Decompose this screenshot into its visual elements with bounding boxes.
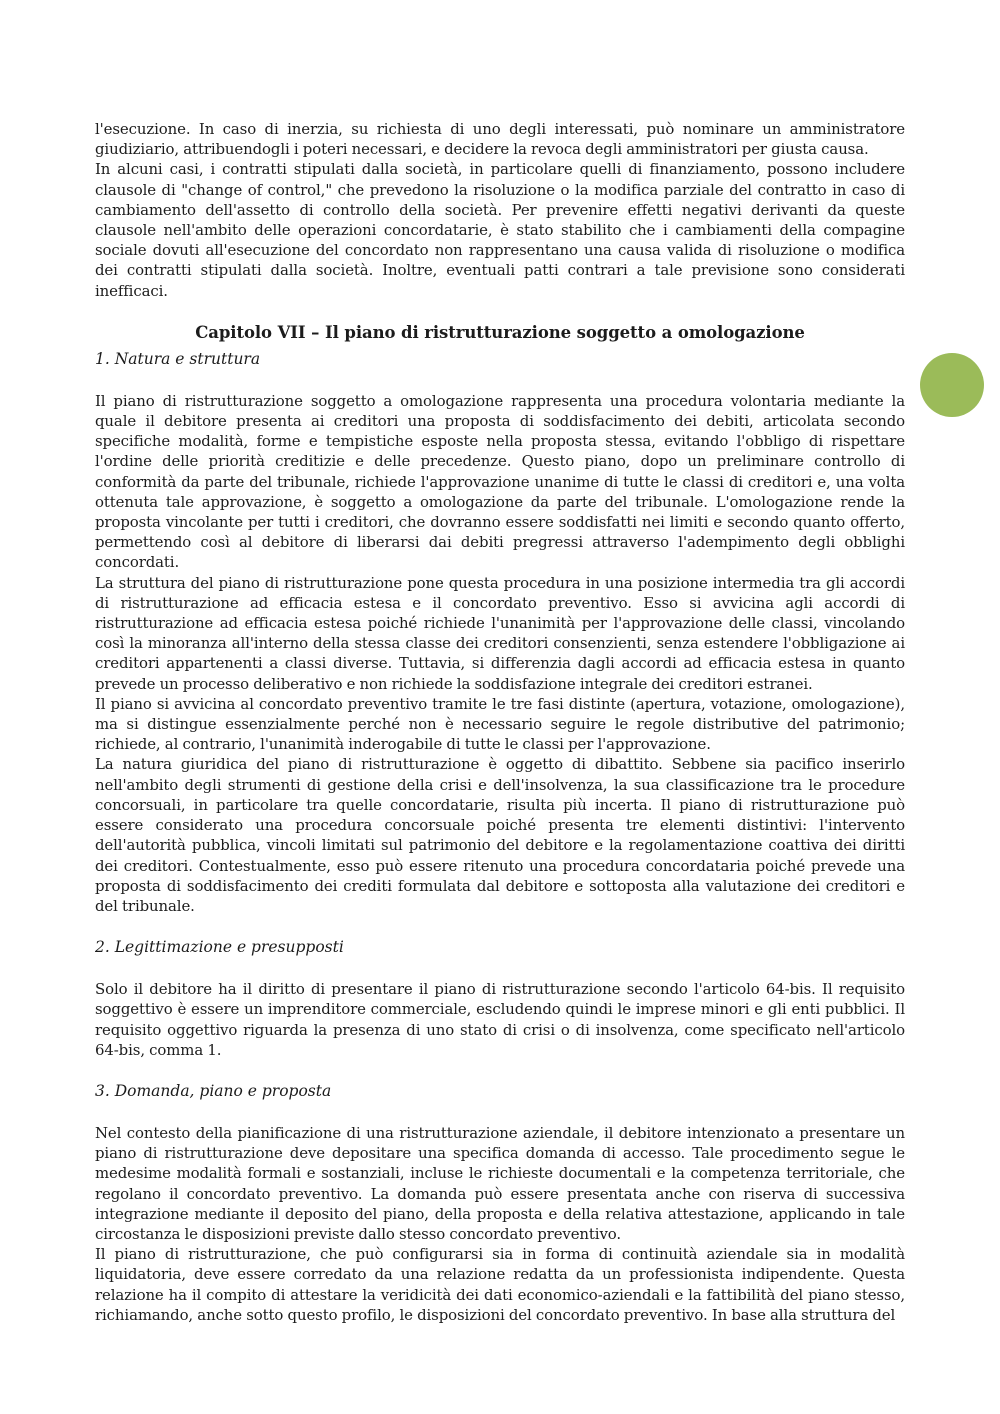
section-heading-legittimazione: 2. Legittimazione e presupposti — [95, 938, 344, 957]
body-paragraph: Solo il debitore ha il diritto di presentare il piano di ristrutturazione secondo l'articolo 64-bis. Il requisito soggettivo è essere un imprenditore commerciale, escludendo quindi le imprese minori e gli enti pubblici. Il requisito oggettivo riguarda la presenza di uno stato di crisi o di insolvenza, come specificato nell'articolo 64-bis, comma 1. — [95, 980, 905, 1059]
intro-paragraph: In alcuni casi, i contratti stipulati dalla società, in particolare quelli di finanziamento, possono includere clausole di "change of control," che prevedono la risoluzione o la modifica parziale del contratto in caso di cambiamento dell'assetto di controllo della società. Per prevenire effetti negativi derivanti da queste clausole nell'ambito delle operazioni concordatarie, è stato stabilito che i cambiamenti della compagine sociale dovuti all'esecuzione del concordato non rappresentano una causa valida di risoluzione o modifica dei contratti stipulati dalla società. Inoltre, eventuali patti contrari a tale previsione sono considerati inefficaci. — [95, 160, 905, 300]
document-page — [95, 119, 905, 1325]
section-heading-domanda: 3. Domanda, piano e proposta — [95, 1081, 332, 1100]
body-paragraph: La struttura del piano di ristrutturazione pone questa procedura in una posizione intermedia tra gli accordi di ristrutturazione ad efficacia estesa e il concordato preventivo. Esso si avvicina agli accordi di ristrutturazione ad efficacia estesa poiché richiede l'unanimità per l'approvazione delle classi, vincolando così la minoranza all'interno della stessa classe dei creditori consenzienti, senza estendere l'obbligazione ai creditori appartenenti a classi diverse. Tuttavia, si differenzia dagli accordi ad efficacia estesa in quanto prevede un processo deliberativo e non richiede la soddisfazione integrale dei creditori estranei. — [95, 573, 905, 693]
body-paragraph: Il piano si avvicina al concordato preventivo tramite le tre fasi distinte (apertura, votazione, omologazione), ma si distingue essenzialmente perché non è necessario seguire le regole distributive del patrimonio; richiede, al contrario, l'unanimità inderogabile di tutte le classi per l'approvazione. — [95, 694, 905, 754]
section-heading-natura: 1. Natura e struttura — [95, 349, 261, 368]
body-paragraph: Il piano di ristrutturazione soggetto a omologazione rappresenta una procedura volontaria mediante la quale il debitore presenta ai creditori una proposta di soddisfacimento dei debiti, articolata secondo specifiche modalità, forme e tempistiche esposte nella proposta stessa, evitando l'obbligo di rispettare l'ordine delle priorità creditizie e delle precedenze. Questo piano, dopo un preliminare controllo di conformità da parte del tribunale, richiede l'approvazione unanime di tutte le classi di creditori e, una volta ottenuta tale approvazione, è soggetto a omologazione da parte del tribunale. L'omologazione rende la proposta vincolante per tutti i creditori, che dovranno essere soddisfatti nei limiti e secondo quanto offerto, permettendo così al debitore di liberarsi dai debiti pregressi attraverso l'adempimento degli obblighi concordati. — [95, 391, 905, 572]
decorative-green-dot — [920, 353, 984, 417]
body-paragraph: Il piano di ristrutturazione, che può configurarsi sia in forma di continuità aziendale sia in modalità liquidatoria, deve essere corredato da una relazione redatta da un professionista indipendente. Questa relazione ha il compito di attestare la veridicità dei dati economico-aziendali e la fattibilità del piano stesso, richiamando, anche sotto questo profilo, le disposizioni del concordato preventivo. In base alla struttura del — [95, 1245, 905, 1324]
body-paragraph: Nel contesto della pianificazione di una ristrutturazione aziendale, il debitore intenzionato a presentare un piano di ristrutturazione deve depositare una specifica domanda di accesso. Tale procedimento segue le medesime modalità formali e sostanziali, incluse le richieste documentali e la competenza territoriale, che regolano il concordato preventivo. La domanda può essere presentata anche con riserva di successiva integrazione mediante il deposito del piano, della proposta e della relativa attestazione, applicando in tale circostanza le disposizioni previste dallo stesso concordato preventivo. — [95, 1123, 905, 1243]
body-paragraph: La natura giuridica del piano di ristrutturazione è oggetto di dibattito. Sebbene sia pacifico inserirlo nell'ambito degli strumenti di gestione della crisi e dell'insolvenza, la sua classificazione tra le procedure concorsuali, in particolare tra quelle concordatarie, risulta più incerta. Il piano di ristrutturazione può essere considerato una procedura concorsuale poiché presenta tre elementi distintivi: l'intervento dell'autorità pubblica, vincoli limitati sul patrimonio del debitore e la regolamentazione coattiva dei diritti dei creditori. Contestualmente, esso può essere ritenuto una procedura concordataria poiché prevede una proposta di soddisfacimento dei crediti formulata dal debitore e sottoposta alla valutazione dei creditori e del tribunale. — [95, 755, 905, 915]
chapter-title: Capitolo VII – Il piano di ristrutturazione soggetto a omologazione — [195, 322, 805, 342]
intro-paragraph: l'esecuzione. In caso di inerzia, su richiesta di uno degli interessati, può nominare un amministratore giudiziario, attribuendogli i poteri necessari, e decidere la revoca degli amministratori per giusta causa. — [95, 120, 905, 159]
